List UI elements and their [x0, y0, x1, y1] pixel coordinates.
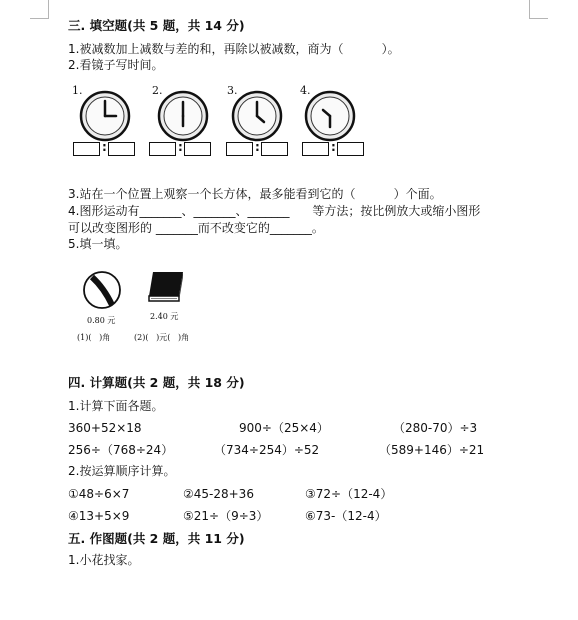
- clock-label-1: 1.: [72, 84, 83, 97]
- calc-item: （280-70）÷3: [393, 421, 478, 435]
- crop-mark-left-v: [48, 0, 49, 18]
- calc-item: （734÷254）÷52: [214, 443, 320, 457]
- clock-label-3: 3.: [227, 84, 238, 97]
- question-5-1: 1.小花找家。: [68, 553, 140, 567]
- clock-icon-3: [231, 90, 283, 142]
- clock-icon-4: [304, 90, 356, 142]
- section3-heading: 三. 填空题(共 5 题，共 14 分): [68, 18, 245, 33]
- question-3-1: 1.被减数加上减数与差的和，再除以被减数，商为（ ）。: [68, 42, 400, 56]
- order-calc-item: ④13+5×9: [68, 509, 130, 523]
- order-calc-item: ⑥73-（12-4）: [305, 509, 387, 523]
- section4-heading: 四. 计算题(共 2 题，共 18 分): [68, 375, 245, 390]
- order-calc-item: ①48÷6×7: [68, 487, 130, 501]
- question-3-2: 2.看镜子写时间。: [68, 58, 164, 72]
- section5-heading: 五. 作图题(共 2 题，共 11 分): [68, 531, 245, 546]
- order-calc-item: ⑤21÷（9÷3）: [183, 509, 269, 523]
- crop-mark-right-h: [529, 18, 548, 19]
- crop-mark-right-v: [529, 0, 530, 18]
- clock-label-4: 4.: [300, 84, 311, 97]
- question-3-3: 3.站在一个位置上观察一个长方体，最多能看到它的（ ）个面。: [68, 187, 442, 201]
- crop-mark-left-h: [30, 18, 49, 19]
- order-calc-item: ③72÷（12-4）: [305, 487, 393, 501]
- calc-item: （589+146）÷21: [379, 443, 485, 457]
- ball-answer-blank: (1)( )角: [77, 333, 111, 342]
- question-3-5: 5.填一填。: [68, 237, 128, 251]
- question-3-4-line2: 可以改变图形的 _______而不改变它的_______。: [68, 221, 324, 235]
- calc-item: 360+52×18: [68, 421, 142, 435]
- clock-label-2: 2.: [152, 84, 163, 97]
- order-calc-item: ②45-28+36: [183, 487, 254, 501]
- question-3-4-line1: 4.图形运动有_______、_______、_______ 等方法；按比例放大或缩小图形: [68, 204, 481, 218]
- question-4-1: 1.计算下面各题。: [68, 399, 164, 413]
- clock-icon-2: [157, 90, 209, 142]
- clock-icon-1: [79, 90, 131, 142]
- ball-icon: [82, 270, 122, 310]
- question-4-2: 2.按运算顺序计算。: [68, 464, 176, 478]
- book-icon: [145, 270, 187, 306]
- calc-item: 256÷（768÷24）: [68, 443, 174, 457]
- ball-price: 0.80 元: [87, 316, 116, 325]
- book-price: 2.40 元: [150, 312, 179, 321]
- book-answer-blank: (2)( )元( )角: [134, 333, 190, 342]
- calc-item: 900÷（25×4）: [239, 421, 329, 435]
